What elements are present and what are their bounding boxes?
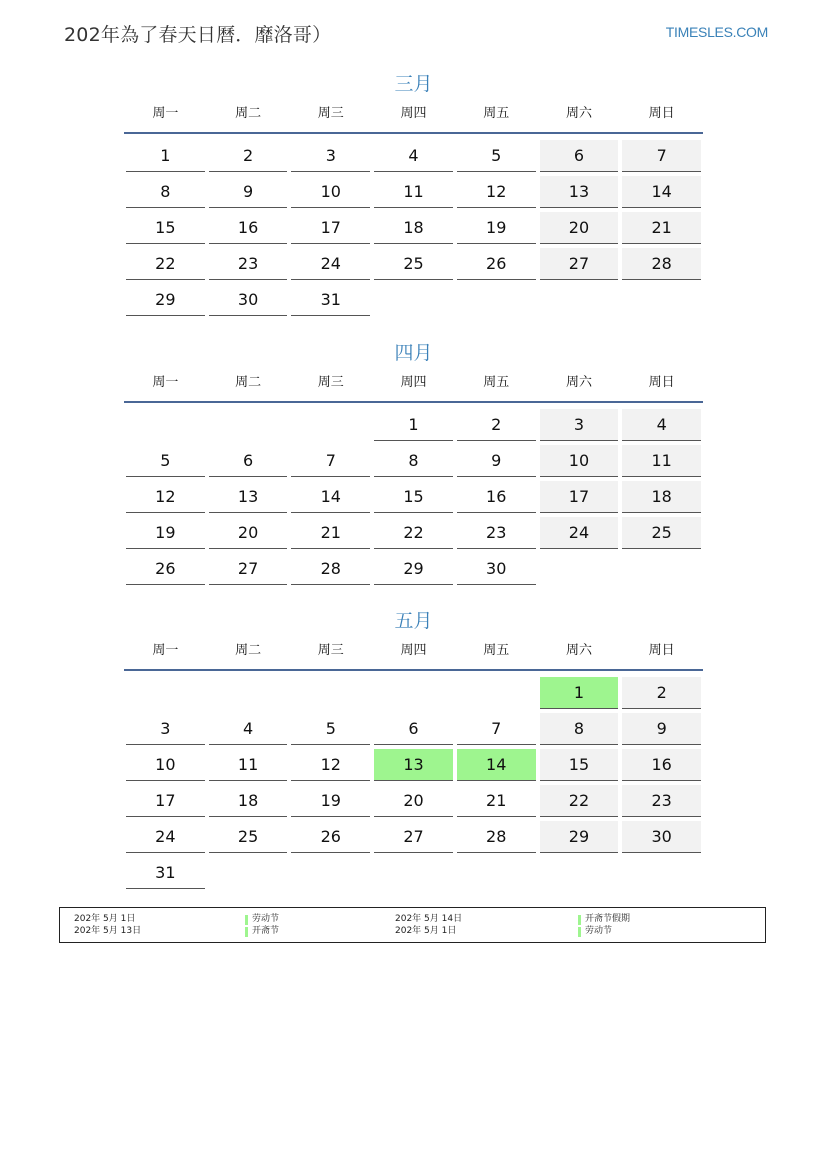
day-number xyxy=(291,677,370,709)
day-cell xyxy=(289,138,372,174)
day-cell xyxy=(538,819,621,855)
day-number: 8 xyxy=(540,713,619,745)
empty-day-cell xyxy=(620,282,703,318)
day-cell xyxy=(455,479,538,515)
weekday-label: 周六 xyxy=(565,643,592,658)
day-cell xyxy=(538,174,621,210)
day-number: 23 xyxy=(209,248,288,280)
day-cell xyxy=(620,515,703,551)
day-number xyxy=(540,553,619,585)
day-cell xyxy=(538,711,621,747)
day-cell xyxy=(538,675,621,711)
day-number xyxy=(457,857,536,889)
day-number: 1 xyxy=(374,409,453,441)
day-number: 24 xyxy=(291,248,370,280)
day-number: 26 xyxy=(291,821,370,853)
week-row xyxy=(124,174,703,210)
day-number: 25 xyxy=(209,821,288,853)
day-number: 20 xyxy=(374,785,453,817)
day-cell xyxy=(124,783,207,819)
day-grid xyxy=(124,407,703,587)
week-row xyxy=(124,246,703,282)
day-cell xyxy=(455,246,538,282)
brand-link[interactable]: TIMESLES.COM xyxy=(665,24,768,40)
day-number: 27 xyxy=(540,248,619,280)
empty-day-cell xyxy=(124,407,207,443)
month-title: 五月 xyxy=(394,610,433,632)
day-cell xyxy=(372,819,455,855)
day-cell xyxy=(124,747,207,783)
day-number: 2 xyxy=(622,677,701,709)
day-number: 18 xyxy=(622,481,701,513)
weekday-label: 周四 xyxy=(400,106,427,121)
holiday-legend xyxy=(59,907,766,943)
day-number: 21 xyxy=(291,517,370,549)
month-title: 三月 xyxy=(394,73,433,95)
day-number: 9 xyxy=(209,176,288,208)
month-march xyxy=(124,71,703,318)
day-number: 2 xyxy=(457,409,536,441)
day-number: 3 xyxy=(126,713,205,745)
header-divider xyxy=(124,401,703,403)
day-cell xyxy=(372,479,455,515)
empty-day-cell xyxy=(289,675,372,711)
day-cell xyxy=(289,819,372,855)
day-cell xyxy=(455,783,538,819)
day-number: 26 xyxy=(126,553,205,585)
day-cell xyxy=(538,515,621,551)
legend-holiday xyxy=(585,914,630,925)
empty-day-cell xyxy=(372,282,455,318)
empty-day-cell xyxy=(372,855,455,891)
day-number: 15 xyxy=(126,212,205,244)
empty-day-cell xyxy=(289,855,372,891)
day-cell xyxy=(124,711,207,747)
day-number: 31 xyxy=(291,284,370,316)
empty-day-cell xyxy=(124,675,207,711)
day-cell xyxy=(620,479,703,515)
weekday-label: 周三 xyxy=(317,106,344,121)
day-number: 21 xyxy=(622,212,701,244)
day-cell xyxy=(289,174,372,210)
day-number xyxy=(291,409,370,441)
month-april xyxy=(124,340,703,587)
page-title: 202年為了春天日曆．靡洛哥） xyxy=(64,24,332,46)
day-number: 23 xyxy=(457,517,536,549)
day-cell xyxy=(538,407,621,443)
day-cell xyxy=(538,747,621,783)
day-number: 25 xyxy=(622,517,701,549)
weekday-label: 周六 xyxy=(565,375,592,390)
holiday-color-marker xyxy=(245,915,248,925)
day-cell xyxy=(538,783,621,819)
day-cell xyxy=(455,711,538,747)
day-cell xyxy=(372,711,455,747)
day-cell xyxy=(538,443,621,479)
day-number: 6 xyxy=(209,445,288,477)
day-number: 5 xyxy=(457,140,536,172)
day-cell xyxy=(207,551,290,587)
legend-holiday-name: 开斋节 xyxy=(252,926,280,936)
day-cell xyxy=(289,443,372,479)
day-cell xyxy=(124,443,207,479)
legend-date: 202年 5月 13日 xyxy=(74,926,142,936)
day-number: 16 xyxy=(209,212,288,244)
day-cell xyxy=(207,443,290,479)
week-row xyxy=(124,479,703,515)
day-cell xyxy=(372,551,455,587)
day-cell xyxy=(124,551,207,587)
day-number: 7 xyxy=(622,140,701,172)
day-cell xyxy=(207,515,290,551)
weekday-label: 周日 xyxy=(648,375,675,390)
weekday-label: 周三 xyxy=(317,375,344,390)
empty-day-cell xyxy=(620,855,703,891)
day-number: 13 xyxy=(209,481,288,513)
day-number: 14 xyxy=(291,481,370,513)
day-number: 31 xyxy=(126,857,205,889)
day-number: 1 xyxy=(126,140,205,172)
holiday-color-marker xyxy=(578,915,581,925)
day-number: 26 xyxy=(457,248,536,280)
day-cell xyxy=(538,246,621,282)
empty-day-cell xyxy=(207,855,290,891)
day-cell xyxy=(455,443,538,479)
weekday-header xyxy=(124,105,703,129)
day-number: 13 xyxy=(374,749,453,781)
day-cell xyxy=(455,407,538,443)
day-number xyxy=(126,409,205,441)
day-number: 30 xyxy=(209,284,288,316)
day-cell xyxy=(538,138,621,174)
holiday-color-marker xyxy=(578,927,581,937)
day-cell xyxy=(455,210,538,246)
day-number: 8 xyxy=(374,445,453,477)
day-number: 4 xyxy=(622,409,701,441)
day-grid xyxy=(124,138,703,318)
day-number: 16 xyxy=(622,749,701,781)
weekday-label: 周二 xyxy=(235,643,262,658)
day-number xyxy=(374,677,453,709)
day-number: 4 xyxy=(374,140,453,172)
weekday-label: 周三 xyxy=(317,643,344,658)
day-number: 27 xyxy=(374,821,453,853)
weekday-header xyxy=(124,642,703,666)
day-number: 17 xyxy=(291,212,370,244)
legend-holiday xyxy=(252,914,279,925)
header-divider xyxy=(124,132,703,134)
day-number: 12 xyxy=(126,481,205,513)
day-cell xyxy=(372,747,455,783)
weekday-label: 周日 xyxy=(648,643,675,658)
day-number: 22 xyxy=(126,248,205,280)
day-number: 11 xyxy=(374,176,453,208)
day-number: 2 xyxy=(209,140,288,172)
month-may xyxy=(124,608,703,891)
day-number: 12 xyxy=(291,749,370,781)
day-number: 28 xyxy=(622,248,701,280)
weekday-label: 周日 xyxy=(648,106,675,121)
day-cell xyxy=(620,210,703,246)
weekday-label: 周二 xyxy=(235,375,262,390)
day-cell xyxy=(124,479,207,515)
day-cell xyxy=(289,515,372,551)
day-cell xyxy=(372,174,455,210)
weekday-label: 周一 xyxy=(152,643,179,658)
day-number: 6 xyxy=(540,140,619,172)
legend-date: 202年 5月 14日 xyxy=(395,914,463,924)
header-divider xyxy=(124,669,703,671)
holiday-color-marker xyxy=(245,927,248,937)
day-cell xyxy=(124,819,207,855)
day-number: 5 xyxy=(291,713,370,745)
day-number: 4 xyxy=(209,713,288,745)
day-cell xyxy=(455,174,538,210)
empty-day-cell xyxy=(207,675,290,711)
empty-day-cell xyxy=(538,551,621,587)
day-number: 12 xyxy=(457,176,536,208)
day-number: 5 xyxy=(126,445,205,477)
day-number xyxy=(540,284,619,316)
day-number xyxy=(622,284,701,316)
day-number: 9 xyxy=(622,713,701,745)
legend-holiday xyxy=(585,926,612,937)
day-cell xyxy=(620,675,703,711)
empty-day-cell xyxy=(620,551,703,587)
legend-date: 202年 5月 1日 xyxy=(395,926,457,936)
day-number: 29 xyxy=(126,284,205,316)
day-number: 30 xyxy=(622,821,701,853)
day-cell xyxy=(620,747,703,783)
day-cell xyxy=(620,783,703,819)
weekday-label: 周五 xyxy=(483,106,510,121)
day-cell xyxy=(289,551,372,587)
empty-day-cell xyxy=(207,407,290,443)
empty-day-cell xyxy=(372,675,455,711)
day-cell xyxy=(455,515,538,551)
day-number: 22 xyxy=(374,517,453,549)
day-cell xyxy=(124,138,207,174)
day-number: 8 xyxy=(126,176,205,208)
day-cell xyxy=(372,515,455,551)
day-number: 25 xyxy=(374,248,453,280)
empty-day-cell xyxy=(455,675,538,711)
weekday-label: 周一 xyxy=(152,106,179,121)
day-number: 19 xyxy=(457,212,536,244)
week-row xyxy=(124,783,703,819)
day-cell xyxy=(538,210,621,246)
empty-day-cell xyxy=(538,282,621,318)
week-row xyxy=(124,407,703,443)
empty-day-cell xyxy=(455,282,538,318)
day-cell xyxy=(538,479,621,515)
day-cell xyxy=(124,210,207,246)
week-row xyxy=(124,138,703,174)
day-cell xyxy=(207,210,290,246)
day-cell xyxy=(124,282,207,318)
day-number: 18 xyxy=(374,212,453,244)
day-number: 22 xyxy=(540,785,619,817)
week-row xyxy=(124,210,703,246)
week-row xyxy=(124,515,703,551)
day-cell xyxy=(124,515,207,551)
day-number: 10 xyxy=(291,176,370,208)
day-number: 6 xyxy=(374,713,453,745)
empty-day-cell xyxy=(289,407,372,443)
day-number: 13 xyxy=(540,176,619,208)
day-cell xyxy=(620,443,703,479)
day-cell xyxy=(207,282,290,318)
day-number: 29 xyxy=(540,821,619,853)
week-row xyxy=(124,282,703,318)
day-cell xyxy=(620,711,703,747)
week-row xyxy=(124,747,703,783)
day-number xyxy=(622,857,701,889)
legend-holiday-name: 劳动节 xyxy=(252,914,280,924)
day-number xyxy=(126,677,205,709)
day-cell xyxy=(207,819,290,855)
day-number: 27 xyxy=(209,553,288,585)
day-number: 17 xyxy=(540,481,619,513)
day-number xyxy=(209,409,288,441)
day-number: 3 xyxy=(291,140,370,172)
day-number: 24 xyxy=(540,517,619,549)
day-cell xyxy=(372,210,455,246)
day-cell xyxy=(455,138,538,174)
day-cell xyxy=(289,210,372,246)
day-number: 30 xyxy=(457,553,536,585)
day-number: 1 xyxy=(540,677,619,709)
legend-holiday-name: 开斋节假期 xyxy=(585,914,631,924)
day-number: 11 xyxy=(209,749,288,781)
day-number: 16 xyxy=(457,481,536,513)
day-cell xyxy=(372,407,455,443)
day-number: 14 xyxy=(457,749,536,781)
weekday-label: 周五 xyxy=(483,643,510,658)
week-row xyxy=(124,711,703,747)
day-number: 21 xyxy=(457,785,536,817)
day-cell xyxy=(207,246,290,282)
weekday-label: 周六 xyxy=(565,106,592,121)
day-number: 20 xyxy=(540,212,619,244)
day-number xyxy=(457,677,536,709)
day-cell xyxy=(372,138,455,174)
week-row xyxy=(124,819,703,855)
day-cell xyxy=(372,783,455,819)
day-number: 10 xyxy=(540,445,619,477)
day-cell xyxy=(124,174,207,210)
day-cell xyxy=(289,282,372,318)
day-number: 18 xyxy=(209,785,288,817)
week-row xyxy=(124,551,703,587)
week-row xyxy=(124,443,703,479)
day-cell xyxy=(289,246,372,282)
day-number: 14 xyxy=(622,176,701,208)
day-cell xyxy=(372,443,455,479)
legend-holiday-name: 劳动节 xyxy=(585,926,613,936)
day-cell xyxy=(289,783,372,819)
day-number: 15 xyxy=(374,481,453,513)
day-number xyxy=(209,857,288,889)
weekday-label: 周二 xyxy=(235,106,262,121)
day-cell xyxy=(124,246,207,282)
weekday-label: 周五 xyxy=(483,375,510,390)
week-row xyxy=(124,855,703,891)
day-number: 7 xyxy=(291,445,370,477)
weekday-label: 周四 xyxy=(400,643,427,658)
day-cell xyxy=(207,138,290,174)
day-number xyxy=(374,857,453,889)
day-number: 20 xyxy=(209,517,288,549)
month-title: 四月 xyxy=(394,342,433,364)
day-cell xyxy=(455,819,538,855)
day-cell xyxy=(289,711,372,747)
day-number: 3 xyxy=(540,409,619,441)
day-number: 17 xyxy=(126,785,205,817)
day-number: 10 xyxy=(126,749,205,781)
day-cell xyxy=(620,819,703,855)
empty-day-cell xyxy=(455,855,538,891)
day-cell xyxy=(455,551,538,587)
legend-date: 202年 5月 1日 xyxy=(74,914,136,924)
day-cell xyxy=(207,174,290,210)
week-row xyxy=(124,675,703,711)
day-cell xyxy=(289,747,372,783)
day-number: 19 xyxy=(291,785,370,817)
day-number xyxy=(374,284,453,316)
weekday-label: 周四 xyxy=(400,375,427,390)
day-number: 9 xyxy=(457,445,536,477)
day-cell xyxy=(620,246,703,282)
empty-day-cell xyxy=(538,855,621,891)
day-cell xyxy=(620,138,703,174)
day-number: 28 xyxy=(291,553,370,585)
legend-holiday xyxy=(252,926,279,937)
day-number: 19 xyxy=(126,517,205,549)
day-cell xyxy=(207,479,290,515)
day-number: 29 xyxy=(374,553,453,585)
day-grid xyxy=(124,675,703,891)
day-number: 7 xyxy=(457,713,536,745)
day-number xyxy=(291,857,370,889)
day-number: 11 xyxy=(622,445,701,477)
day-number: 23 xyxy=(622,785,701,817)
day-cell xyxy=(124,855,207,891)
day-cell xyxy=(455,747,538,783)
day-cell xyxy=(372,246,455,282)
day-number xyxy=(622,553,701,585)
day-cell xyxy=(207,747,290,783)
day-cell xyxy=(207,711,290,747)
day-number: 28 xyxy=(457,821,536,853)
day-number xyxy=(457,284,536,316)
day-number: 15 xyxy=(540,749,619,781)
day-number: 24 xyxy=(126,821,205,853)
weekday-header xyxy=(124,374,703,398)
weekday-label: 周一 xyxy=(152,375,179,390)
day-cell xyxy=(620,407,703,443)
day-number xyxy=(540,857,619,889)
day-number xyxy=(209,677,288,709)
day-cell xyxy=(207,783,290,819)
day-cell xyxy=(620,174,703,210)
day-cell xyxy=(289,479,372,515)
